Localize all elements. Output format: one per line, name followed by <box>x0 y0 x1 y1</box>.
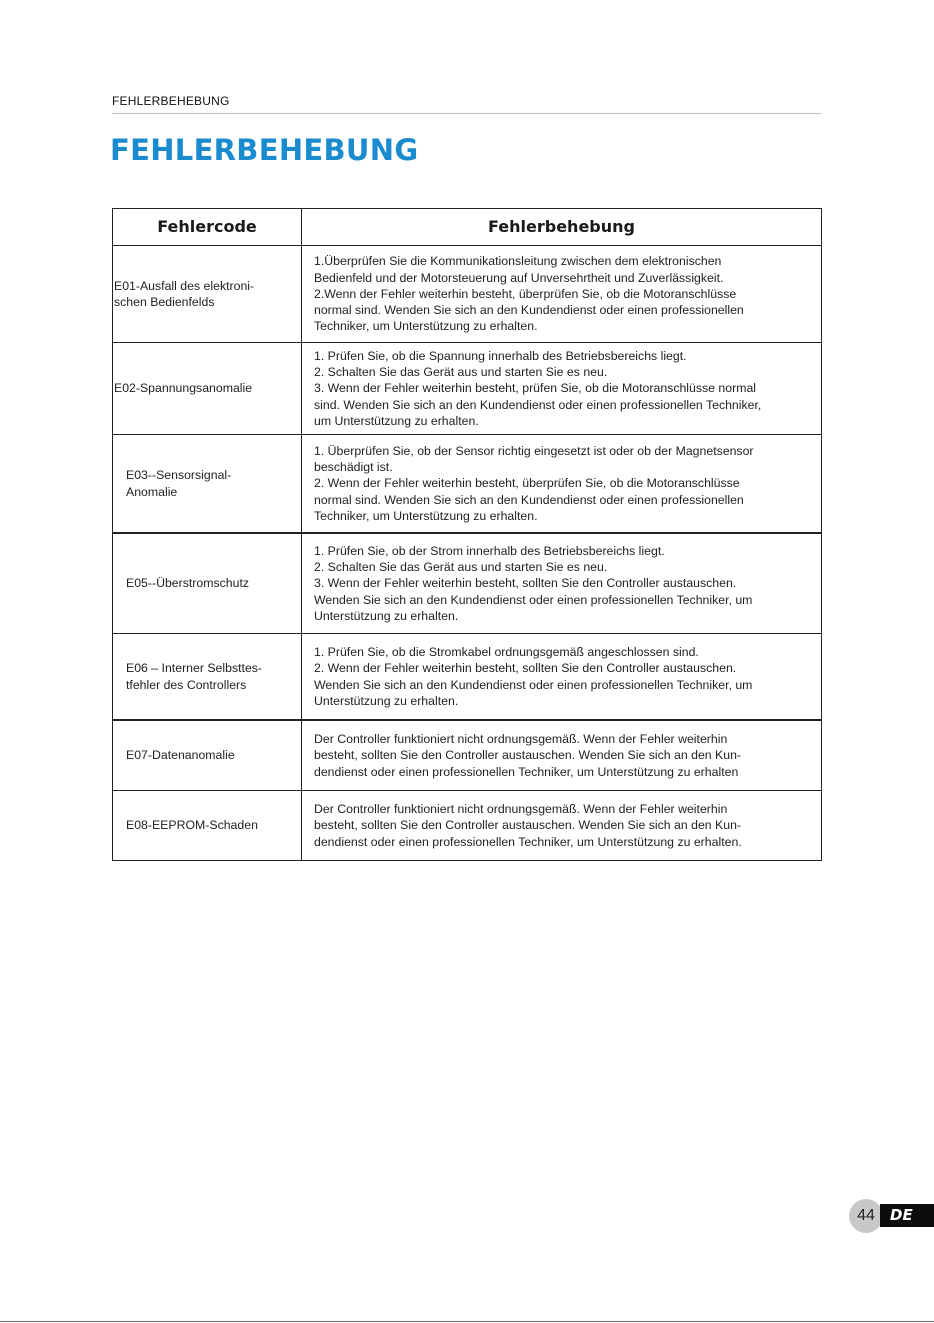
table-header-row <box>113 209 822 246</box>
solution-line: 1. Prüfen Sie, ob die Stromkabel ordnungsgemäß angeschlossen sind. <box>314 644 699 659</box>
solution-line: Wenden Sie sich an den Kundendienst oder einen professionellen Techniker, um <box>314 677 753 692</box>
error-code-cell <box>113 634 302 721</box>
solution-line: Bedienfeld und der Motorsteuerung auf Unversehrtheit und Zuverlässigkeit. <box>314 270 724 285</box>
solution-line: 1. Prüfen Sie, ob der Strom innerhalb des Betriebsbereichs liegt. <box>314 543 665 558</box>
solution-line: Techniker, um Unterstützung zu erhalten. <box>314 508 538 523</box>
error-code-text: tfehler des Controllers <box>126 677 247 692</box>
header-divider <box>112 113 821 114</box>
error-code-text: Anomalie <box>126 484 178 499</box>
solution-line: dendienst oder einen professionellen Techniker, um Unterstützung zu erhalten <box>314 764 739 779</box>
solution-cell <box>302 246 822 343</box>
error-code-text: schen Bedienfelds <box>114 295 215 309</box>
solution-cell <box>302 791 822 861</box>
solution-line: Wenden Sie sich an den Kundendienst oder einen professionellen Techniker, um <box>314 592 753 607</box>
solution-line: 2. Schalten Sie das Gerät aus und starten Sie es neu. <box>314 560 608 575</box>
solution-line: Der Controller funktioniert nicht ordnungsgemäß. Wenn der Fehler weiterhin <box>314 802 728 817</box>
solution-line: 1. Prüfen Sie, ob die Spannung innerhalb des Betriebsbereichs liegt. <box>314 348 687 363</box>
solution-line: sind. Wenden Sie sich an den Kundendienst oder einen professionellen Techniker, <box>314 397 762 412</box>
page-title: FEHLERBEHEBUNG <box>110 133 419 167</box>
solution-cell <box>302 435 822 534</box>
solution-line: 1.Überprüfen Sie die Kommunikationsleitung zwischen dem elektronischen <box>314 254 722 269</box>
error-code-text: E03--Sensorsignal- <box>126 468 232 483</box>
solution-line: normal sind. Wenden Sie sich an den Kundendienst oder einen professionellen <box>314 492 744 507</box>
solution-line: 2. Wenn der Fehler weiterhin besteht, sollten Sie den Controller austauschen. <box>314 661 737 676</box>
table-row <box>113 246 822 343</box>
table-row <box>113 634 822 721</box>
table-row <box>113 435 822 534</box>
solution-cell <box>302 634 822 721</box>
table-row <box>113 791 822 861</box>
table-row <box>113 720 822 791</box>
table-row <box>113 343 822 435</box>
troubleshooting-table <box>112 208 822 861</box>
solution-cell <box>302 533 822 634</box>
error-code-cell <box>113 791 302 861</box>
solution-cell <box>302 343 822 435</box>
error-code-text: E06 – Interner Selbsttes- <box>126 661 263 676</box>
solution-line: 3. Wenn der Fehler weiterhin besteht, sollten Sie den Controller austauschen. <box>314 576 737 591</box>
error-code-cell <box>113 435 302 534</box>
error-code-text: E08-EEPROM-Schaden <box>126 818 258 833</box>
error-code-text: E02-Spannungsanomalie <box>114 381 253 396</box>
solution-line: dendienst oder einen professionellen Techniker, um Unterstützung zu erhalten. <box>314 834 742 849</box>
solution-line: 2. Schalten Sie das Gerät aus und starten Sie es neu. <box>314 365 608 380</box>
page-number-badge: 44 <box>849 1199 883 1233</box>
error-code-text: E07-Datenanomalie <box>126 748 235 763</box>
column-header-solution: Fehlerbehebung <box>302 209 822 246</box>
error-code-cell <box>113 246 302 343</box>
page-bottom-line <box>0 1321 934 1322</box>
solution-line: besteht, sollten Sie den Controller austauschen. Wenden Sie sich an den Kun- <box>314 818 742 833</box>
solution-line: 1. Überprüfen Sie, ob der Sensor richtig eingesetzt ist oder ob der Magnetsensor <box>314 443 754 458</box>
solution-line: Der Controller funktioniert nicht ordnungsgemäß. Wenn der Fehler weiterhin <box>314 732 728 747</box>
solution-line: beschädigt ist. <box>314 460 393 475</box>
error-code-cell <box>113 343 302 435</box>
solution-line: Unterstützung zu erhalten. <box>314 693 459 708</box>
table-row <box>113 533 822 634</box>
language-badge: DE <box>880 1204 934 1227</box>
solution-cell <box>302 720 822 791</box>
solution-line: 2. Wenn der Fehler weiterhin besteht, überprüfen Sie, ob die Motoranschlüsse <box>314 476 740 491</box>
error-code-text: E01-Ausfall des elektroni- <box>114 278 255 293</box>
solution-line: normal sind. Wenden Sie sich an den Kundendienst oder einen professionellen <box>314 303 744 318</box>
solution-line: um Unterstützung zu erhalten. <box>314 413 479 428</box>
solution-line: 3. Wenn der Fehler weiterhin besteht, prüfen Sie, ob die Motoranschlüsse normal <box>314 381 757 396</box>
error-code-cell <box>113 720 302 791</box>
solution-line: Unterstützung zu erhalten. <box>314 608 459 623</box>
error-code-text: E05--Überstromschutz <box>126 576 250 591</box>
error-code-cell <box>113 533 302 634</box>
column-header-error-code: Fehlercode <box>113 209 302 246</box>
solution-line: 2.Wenn der Fehler weiterhin besteht, überprüfen Sie, ob die Motoranschlüsse <box>314 286 737 301</box>
running-header: FEHLERBEHEBUNG <box>112 94 230 108</box>
solution-line: Techniker, um Unterstützung zu erhalten. <box>314 319 538 334</box>
solution-line: besteht, sollten Sie den Controller austauschen. Wenden Sie sich an den Kun- <box>314 748 742 763</box>
